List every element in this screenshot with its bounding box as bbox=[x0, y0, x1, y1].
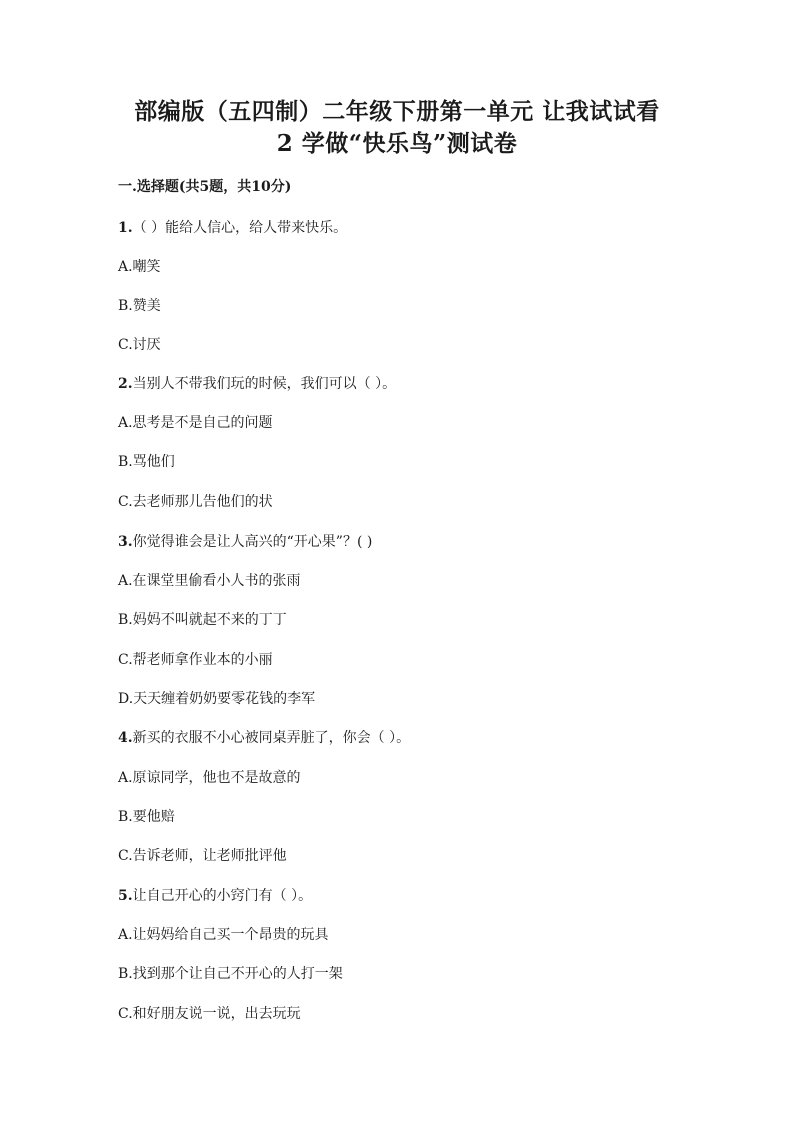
option-3a: A.在课堂里偷看小人书的张雨 bbox=[118, 573, 301, 589]
option-2a: A.思考是不是自己的问题 bbox=[118, 415, 273, 431]
option-5b: B.找到那个让自己不开心的人打一架 bbox=[118, 966, 343, 982]
option-2c: C.去老师那儿告他们的状 bbox=[118, 494, 273, 510]
question-1 bbox=[118, 218, 347, 238]
option-3d: D.天天缠着奶奶要零花钱的李军 bbox=[118, 691, 316, 707]
question-text: 当别人不带我们玩的时候，我们可以（ ）。 bbox=[132, 376, 397, 392]
option-1b: B.赞美 bbox=[118, 298, 161, 314]
question-5 bbox=[118, 886, 312, 906]
question-number: 4. bbox=[118, 730, 133, 746]
question-2 bbox=[118, 374, 396, 394]
option-5c: C.和好朋友说一说，出去玩玩 bbox=[118, 1006, 301, 1022]
question-number: 1. bbox=[118, 220, 133, 236]
question-text: 新买的衣服不小心被同桌弄脏了，你会（ ）。 bbox=[132, 730, 411, 746]
option-4a: A.原谅同学，他也不是故意的 bbox=[118, 770, 301, 786]
question-text: 让自己开心的小窍门有（ ）。 bbox=[132, 888, 313, 904]
option-1c: C.讨厌 bbox=[118, 337, 161, 353]
question-3 bbox=[118, 532, 372, 552]
question-number: 5. bbox=[118, 888, 133, 904]
option-3c: C.帮老师拿作业本的小丽 bbox=[118, 652, 273, 668]
question-text: 你觉得谁会是让人高兴的“开心果”？( ) bbox=[132, 534, 373, 550]
section-heading: 一.选择题(共5题，共10分) bbox=[118, 179, 292, 195]
question-number: 2. bbox=[118, 376, 133, 392]
option-4b: B.要他赔 bbox=[118, 809, 175, 825]
option-4c: C.告诉老师，让老师批评他 bbox=[118, 848, 287, 864]
question-number: 3. bbox=[118, 534, 133, 550]
option-1a: A.嘲笑 bbox=[118, 259, 161, 275]
question-4 bbox=[118, 728, 410, 748]
option-2b: B.骂他们 bbox=[118, 454, 175, 470]
option-3b: B.妈妈不叫就起不来的丁丁 bbox=[118, 612, 287, 628]
doc-title-line1: 部编版（五四制）二年级下册第一单元 让我试试看 bbox=[134, 98, 660, 125]
question-text: （ ）能给人信心，给人带来快乐。 bbox=[132, 220, 348, 236]
doc-title-line2: 2 学做“快乐鸟”测试卷 bbox=[276, 130, 518, 157]
option-5a: A.让妈妈给自己买一个昂贵的玩具 bbox=[118, 927, 329, 943]
